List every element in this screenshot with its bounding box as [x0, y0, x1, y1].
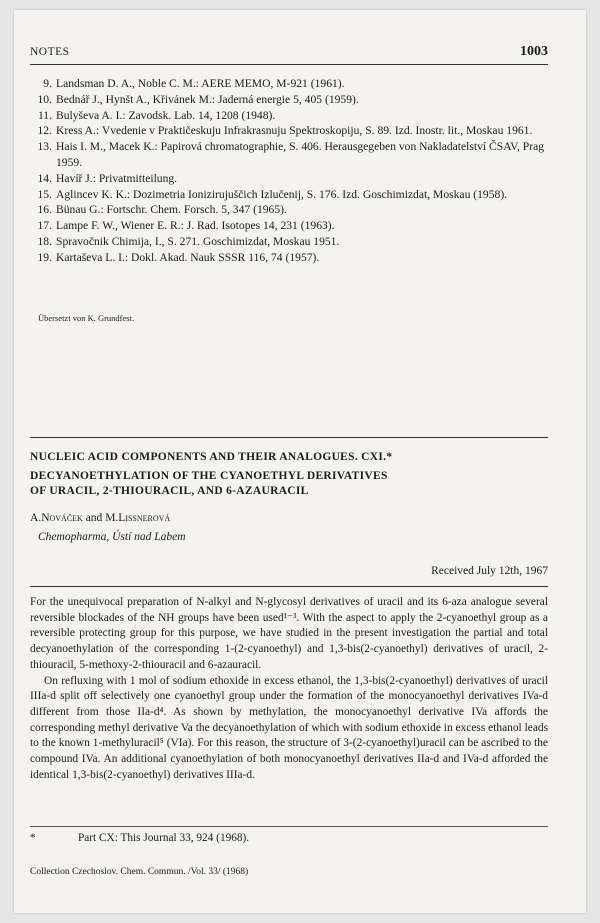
reference-item: 14. Havíř J.: Privatmitteilung. — [37, 171, 178, 185]
reference-item: 11. Bulyševa A. I.: Zavodsk. Lab. 14, 1208 (1948). — [37, 108, 276, 122]
reference-item: 17. Lampe F. W., Wiener E. R.: J. Rad. Isotopes 14, 231 (1963). — [37, 219, 335, 233]
reference-item: 15. Aglincev K. K.: Dozimetria Ionizirujuščich Izlučenij, S. 176. Izd. Goschimizdat, Moskau (1958). — [37, 187, 508, 201]
divider — [30, 437, 548, 438]
section-title: NOTES — [30, 46, 70, 58]
reference-item: 19. Kartaševa L. I.: Dokl. Akad. Nauk SSSR 116, 74 (1957). — [37, 250, 320, 264]
footnote-mark: * — [30, 832, 36, 844]
paragraph: For the unequivocal preparation of N-alkyl and N-glycosyl derivatives of uracil and its 6-aza analogue several reversible blockades of the NH groups have been used¹⁻³. With the aspect to apply the 2-cyanoethyl group as a reversible protecting group for this purpose, we have studied in the present investigation the partial and total decyanoethylation of the corresponding 1-(2-cyanoethyl) and 1,3-bis(2-cyanoethyl) derivatives of uracil, 2-thiouracil, 5-methoxy-2-thiouracil and 6-azauracil. — [30, 596, 548, 671]
journal-page — [14, 10, 586, 913]
author-line: A.Nováček and M.Lissnerová — [30, 512, 171, 524]
footnote — [30, 832, 249, 844]
page-number: 1003 — [520, 44, 548, 59]
reference-item: 10. Bednář J., Hynšt A., Křivánek M.: Jaderná energie 5, 405 (1959). — [37, 92, 359, 106]
received-date: Received July 12th, 1967 — [431, 565, 548, 577]
footnote-text: Part CX: This Journal 33, 924 (1968). — [78, 832, 250, 844]
footnote-divider — [30, 826, 548, 827]
author-name: Lissnerová — [118, 512, 171, 524]
reference-item: 18. Spravočnik Chimija, I., S. 271. Goschimizdat, Moskau 1951. — [37, 234, 340, 248]
affiliation: Chemopharma, Ústí nad Labem — [38, 531, 186, 543]
paragraph: On refluxing with 1 mol of sodium ethoxide in excess ethanol, the 1,3-bis(2-cyanoethyl) derivatives of uracil IIIa-d split off selectively one cyanoethyl group under the formation of the monocyanoethyl derivatives IVa-d different from those IIa-d⁴. As shown by methylation, the monocyanoethyl derivative IVa affords the corresponding methyl derivative Va the decyanoethylation of which with sodium ethoxide in excess ethanol leads to the known 1-methyluracil⁵ (VIa). For this reason, the structure of 3-(2-cyanoethyl)uracil can be ascribed to the compound IVa. An additional cyanoethylation of both monocyanoethyl derivatives IIa-d and IVa-d afforded the identical 1,3-bis(2-cyanoethyl) derivatives IIIa-d. — [30, 674, 548, 781]
journal-footer: Collection Czechoslov. Chem. Commun. /Vol. 33/ (1968) — [30, 867, 249, 877]
translator-note: Übersetzt von K. Grundfest. — [38, 313, 135, 323]
reference-item: 9. Landsman D. A., Noble C. M.: AERE MEMO, M-921 (1961). — [43, 77, 345, 90]
title-line: DECYANOETHYLATION OF THE CYANOETHYL DERIVATIVES — [30, 470, 388, 482]
reference-item: 16. Bünau G.: Fortschr. Chem. Forsch. 5, 347 (1965). — [37, 203, 287, 217]
reference-item: 13. Hais I. M., Macek K.: Papirová chromatographie, S. 406. Herausgegeben von Nakladatelství ČSAV, Prag 1959. — [37, 140, 545, 169]
reference-item: 12. Kress A.: Vvedenie v Praktičeskuju Infrakrasnuju Spektroskopiju, S. 89. Izd. Inostr. lit., Moskau 1961. — [37, 124, 533, 138]
divider — [30, 586, 548, 587]
author-name: Nováček — [41, 512, 83, 524]
title-line: OF URACIL, 2-THIOURACIL, AND 6-AZAURACIL — [30, 485, 309, 497]
article-body — [30, 595, 548, 783]
title-line: NUCLEIC ACID COMPONENTS AND THEIR ANALOGUES. CXI.* — [30, 451, 393, 463]
reference-list — [30, 76, 548, 266]
article-title — [30, 450, 548, 499]
page-header — [30, 44, 548, 65]
